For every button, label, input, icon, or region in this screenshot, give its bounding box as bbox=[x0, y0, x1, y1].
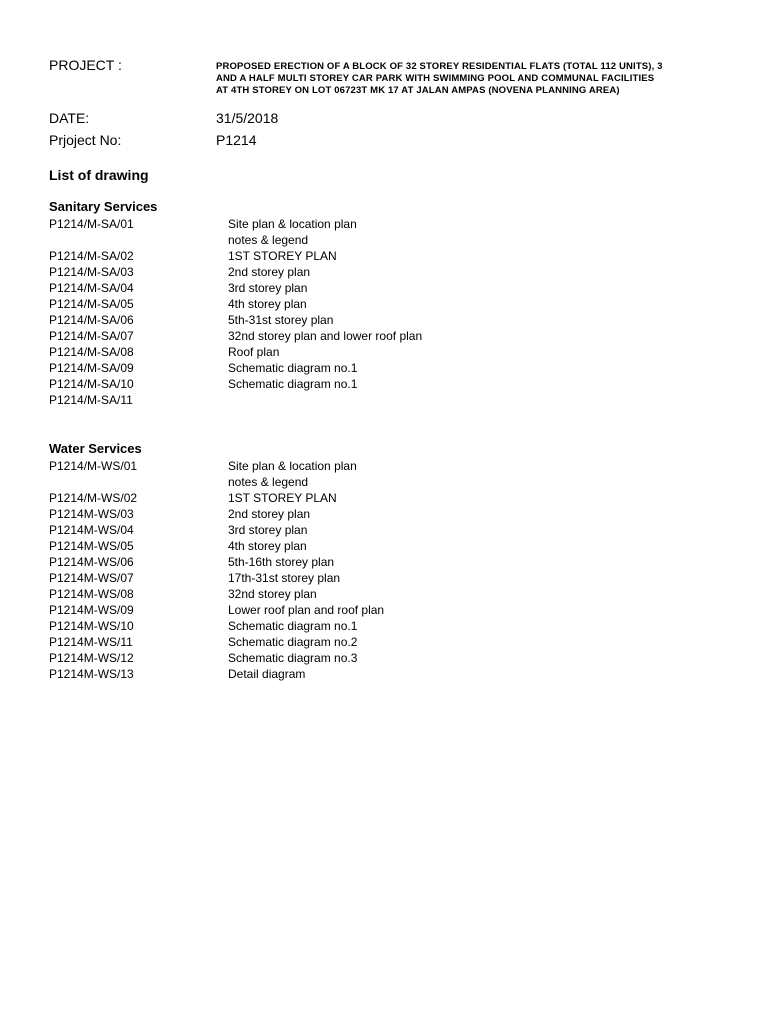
sanitary-drawing-row bbox=[0, 344, 768, 360]
water-section-title: Water Services bbox=[49, 441, 142, 456]
drawing-number: P1214/M-SA/05 bbox=[49, 297, 134, 311]
sanitary-drawing-row bbox=[0, 392, 768, 408]
drawing-number: P1214/M-SA/02 bbox=[49, 249, 134, 263]
sanitary-drawing-row bbox=[0, 280, 768, 296]
drawing-title: Lower roof plan and roof plan bbox=[228, 603, 385, 617]
water-drawing-row bbox=[0, 554, 768, 570]
sanitary-drawing-row bbox=[0, 360, 768, 376]
drawing-title: Schematic diagram no.3 bbox=[228, 651, 358, 665]
sanitary-drawing-row bbox=[0, 328, 768, 344]
sanitary-drawing-row bbox=[0, 312, 768, 328]
drawing-number: P1214/M-SA/04 bbox=[49, 281, 134, 295]
water-drawing-row bbox=[0, 506, 768, 522]
drawing-number: P1214M-WS/06 bbox=[49, 555, 134, 569]
drawing-number: P1214M-WS/08 bbox=[49, 587, 134, 601]
drawing-title: notes & legend bbox=[228, 475, 309, 489]
water-drawing-row bbox=[0, 522, 768, 538]
project-no-value: P1214 bbox=[216, 132, 257, 148]
drawing-title: 4th storey plan bbox=[228, 297, 307, 311]
drawing-title: 1ST STOREY PLAN bbox=[228, 249, 337, 263]
project-description-line: PROPOSED ERECTION OF A BLOCK OF 32 STOREY RESIDENTIAL FLATS (TOTAL 112 UNITS), 3 bbox=[216, 61, 663, 72]
drawing-title: Schematic diagram no.1 bbox=[228, 361, 358, 375]
drawing-number: P1214/M-SA/01 bbox=[49, 217, 134, 231]
date-value: 31/5/2018 bbox=[216, 110, 279, 126]
drawing-title: Site plan & location plan bbox=[228, 217, 357, 231]
water-drawing-row bbox=[0, 570, 768, 586]
drawing-number: P1214/M-WS/02 bbox=[49, 491, 138, 505]
drawing-title: 2nd storey plan bbox=[228, 507, 311, 521]
water-drawing-row bbox=[0, 474, 768, 490]
drawing-number: P1214/M-WS/01 bbox=[49, 459, 138, 473]
water-drawing-row bbox=[0, 618, 768, 634]
drawing-number: P1214M-WS/07 bbox=[49, 571, 134, 585]
project-description bbox=[216, 61, 716, 97]
drawing-title: 5th-16th storey plan bbox=[228, 555, 335, 569]
sanitary-section-title: Sanitary Services bbox=[49, 199, 158, 214]
drawing-number: P1214/M-SA/03 bbox=[49, 265, 134, 279]
date-label: DATE: bbox=[49, 110, 90, 126]
drawing-number: P1214M-WS/12 bbox=[49, 651, 134, 665]
drawing-title: 3rd storey plan bbox=[228, 281, 308, 295]
drawing-number: P1214/M-SA/08 bbox=[49, 345, 134, 359]
project-description-line: AT 4TH STOREY ON LOT 06723T MK 17 AT JALAN AMPAS (NOVENA PLANNING AREA) bbox=[216, 85, 620, 96]
water-drawing-row bbox=[0, 538, 768, 554]
drawing-title: Schematic diagram no.1 bbox=[228, 377, 358, 391]
project-description-line: AND A HALF MULTI STOREY CAR PARK WITH SWIMMING POOL AND COMMUNAL FACILITIES bbox=[216, 73, 655, 84]
drawing-title: Schematic diagram no.2 bbox=[228, 635, 358, 649]
sanitary-drawing-row bbox=[0, 296, 768, 312]
drawing-title: Roof plan bbox=[228, 345, 280, 359]
water-drawing-row bbox=[0, 650, 768, 666]
drawing-title: 1ST STOREY PLAN bbox=[228, 491, 337, 505]
water-drawing-row bbox=[0, 634, 768, 650]
drawing-number: P1214/M-SA/06 bbox=[49, 313, 134, 327]
drawing-number: P1214M-WS/11 bbox=[49, 635, 133, 649]
drawing-number: P1214M-WS/13 bbox=[49, 667, 134, 681]
drawing-number: P1214M-WS/05 bbox=[49, 539, 134, 553]
drawing-title: Site plan & location plan bbox=[228, 459, 357, 473]
water-drawing-row bbox=[0, 586, 768, 602]
project-no-label: Prjoject No: bbox=[49, 132, 122, 148]
sanitary-drawing-row bbox=[0, 264, 768, 280]
drawing-number: P1214/M-SA/07 bbox=[49, 329, 134, 343]
water-drawing-row bbox=[0, 666, 768, 682]
water-drawing-row bbox=[0, 602, 768, 618]
drawing-number: P1214M-WS/09 bbox=[49, 603, 134, 617]
drawing-title: 4th storey plan bbox=[228, 539, 307, 553]
drawing-title: 2nd storey plan bbox=[228, 265, 311, 279]
drawing-number: P1214M-WS/04 bbox=[49, 523, 134, 537]
drawing-title: 17th-31st storey plan bbox=[228, 571, 341, 585]
drawing-title: notes & legend bbox=[228, 233, 309, 247]
project-label: PROJECT : bbox=[49, 57, 122, 73]
drawing-title: 5th-31st storey plan bbox=[228, 313, 334, 327]
list-title: List of drawing bbox=[49, 167, 149, 183]
drawing-title: 32nd storey plan bbox=[228, 587, 317, 601]
drawing-title: 3rd storey plan bbox=[228, 523, 308, 537]
drawing-title: Schematic diagram no.1 bbox=[228, 619, 358, 633]
drawing-title: Detail diagram bbox=[228, 667, 306, 681]
sanitary-drawing-row bbox=[0, 216, 768, 232]
water-drawing-row bbox=[0, 490, 768, 506]
sanitary-drawing-row bbox=[0, 232, 768, 248]
drawing-number: P1214M-WS/10 bbox=[49, 619, 134, 633]
drawing-number: P1214/M-SA/09 bbox=[49, 361, 134, 375]
drawing-number: P1214/M-SA/10 bbox=[49, 377, 134, 391]
water-drawing-row bbox=[0, 458, 768, 474]
drawing-number: P1214/M-SA/11 bbox=[49, 393, 133, 407]
sanitary-drawing-row bbox=[0, 248, 768, 264]
drawing-title: 32nd storey plan and lower roof plan bbox=[228, 329, 423, 343]
sanitary-drawing-row bbox=[0, 376, 768, 392]
drawing-number: P1214M-WS/03 bbox=[49, 507, 134, 521]
